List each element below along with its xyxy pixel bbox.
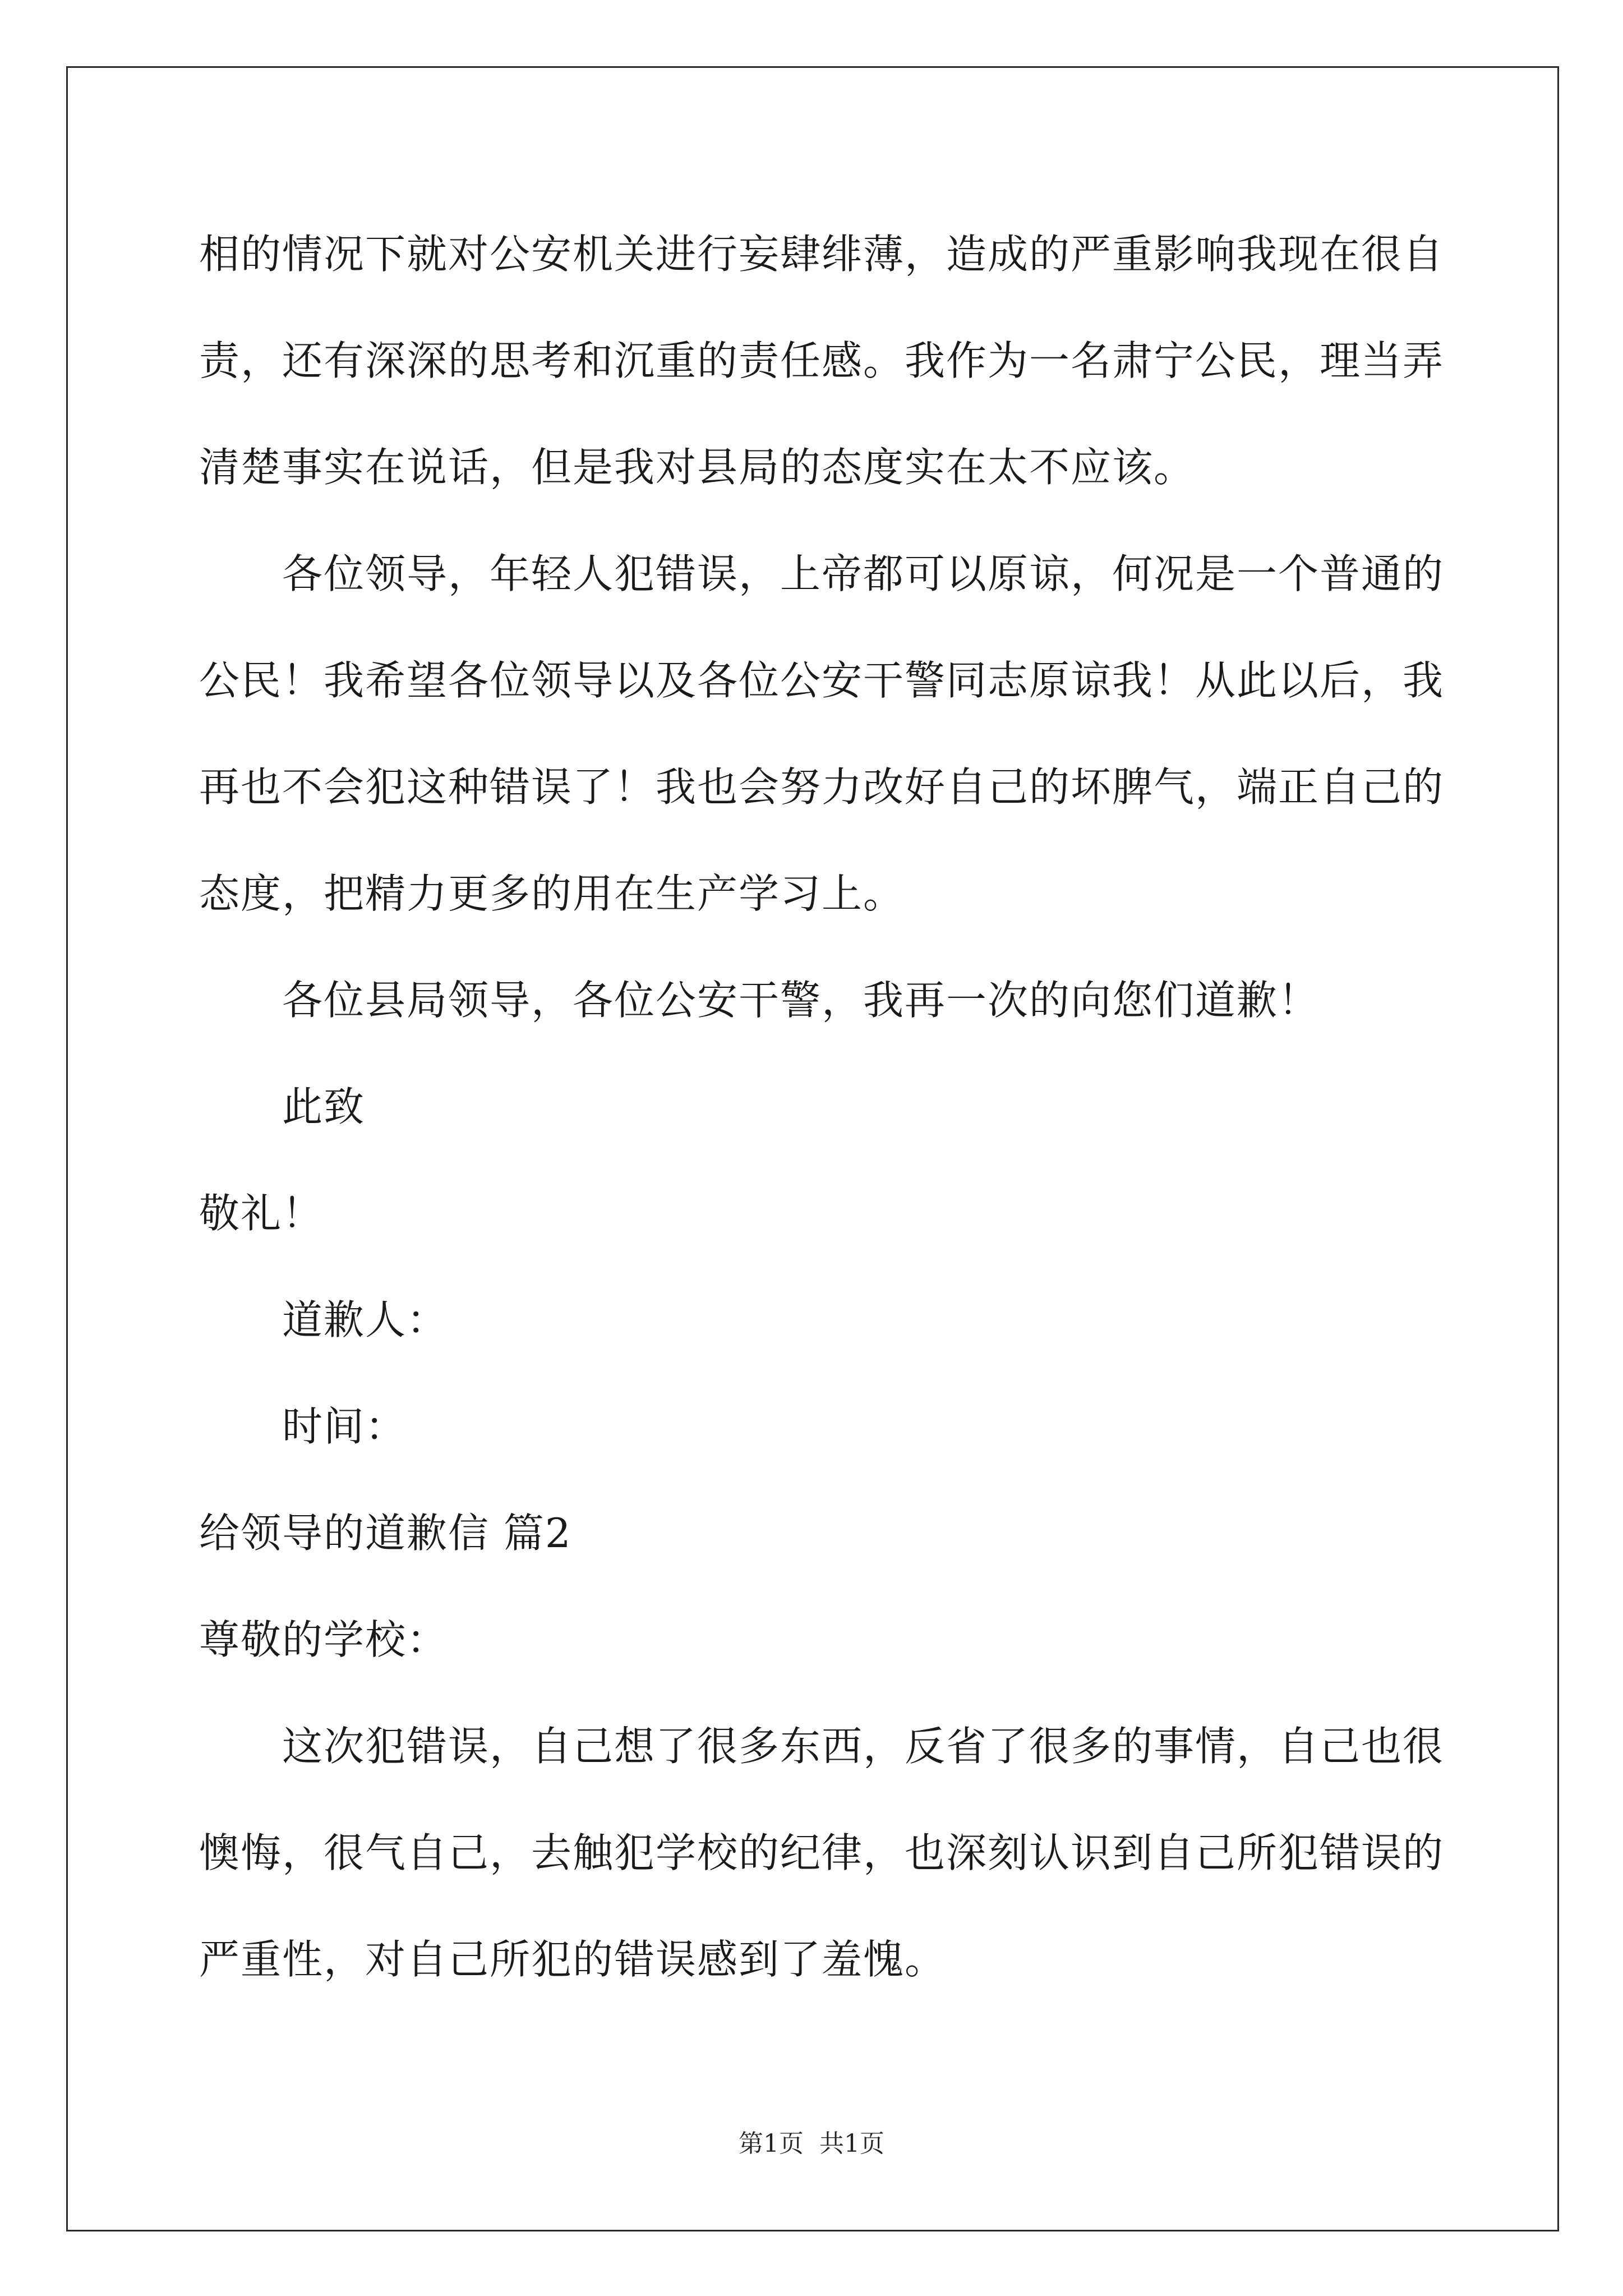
- paragraph-start: 各位领导，年轻人犯错误，上帝都可以原谅，何况是一个普通的: [282, 550, 1445, 597]
- section-heading: 给领导的道歉信 篇2: [199, 1510, 572, 1557]
- text-line: 清楚事实在说话，但是我对县局的态度实在太不应该。: [199, 444, 1196, 491]
- closing-salutation: 此致: [282, 1083, 366, 1130]
- page-number-total: 共1页: [819, 2129, 884, 2158]
- paragraph-start: 各位县局领导，各位公安干警，我再一次的向您们道歉！: [282, 977, 1320, 1024]
- text-line: 严重性，对自己所犯的错误感到了羞愧。: [199, 1936, 947, 1983]
- page-number-current: 第1页: [739, 2129, 804, 2158]
- text-line: 相的情况下就对公安机关进行妄肆绯薄，造成的严重影响我现在很自: [199, 231, 1445, 278]
- text-line: 公民！我希望各位领导以及各位公安干警同志原谅我！从此以后，我: [199, 657, 1445, 704]
- page-footer: [0, 2123, 1623, 2159]
- document-body: [199, 201, 1445, 2013]
- text-line: 懊悔，很气自己，去触犯学校的纪律，也深刻认识到自己所犯错误的: [199, 1829, 1445, 1876]
- date-label: 时间：: [282, 1403, 407, 1450]
- text-line: 责，还有深深的思考和沉重的责任感。我作为一名肃宁公民，理当弄: [199, 337, 1445, 384]
- closing-respect: 敬礼！: [199, 1190, 324, 1237]
- text-line: 再也不会犯这种错误了！我也会努力改好自己的坏脾气，端正自己的: [199, 763, 1445, 811]
- paragraph-start: 这次犯错误，自己想了很多东西，反省了很多的事情，自己也很: [282, 1723, 1445, 1770]
- letter-greeting: 尊敬的学校：: [199, 1616, 449, 1663]
- signature-label: 道歉人：: [282, 1296, 449, 1343]
- text-line: 态度，把精力更多的用在生产学习上。: [199, 870, 905, 917]
